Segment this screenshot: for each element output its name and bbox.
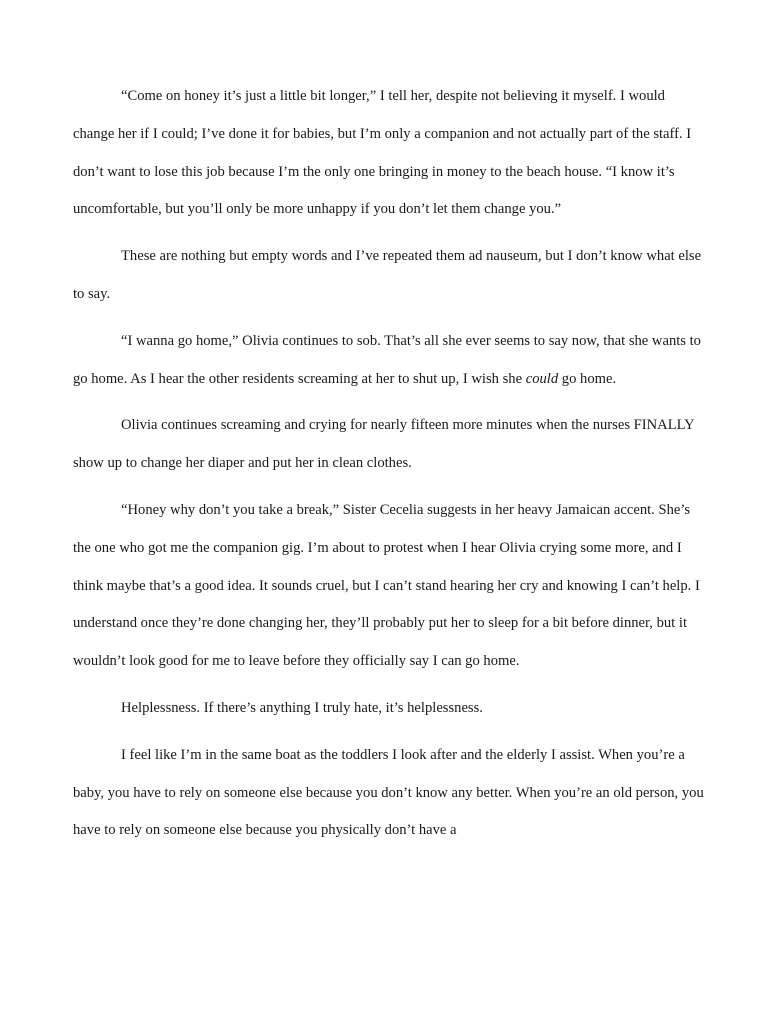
document-page [73,78,708,850]
paragraph-text: I feel like I’m in the same boat as the toddlers I look after and the elderly I assist. When you’re a baby, you have to rely on someone else because you don’t know any better. When you’re an old person, you have to rely on someone else because you physically don’t have a [73,746,704,839]
paragraph-text: Olivia continues screaming and crying for nearly fifteen more minutes when the nurses FINALLY show up to change her diaper and put her in clean clothes. [73,417,695,472]
paragraph-2 [73,238,708,314]
paragraph-text: “Come on honey it’s just a little bit longer,” I tell her, despite not believing it myself. I would change her if I could; I’ve done it for babies, but I’m only a companion and not actually part of the staff. I don’t want to lose this job because I’m the only one bringing in money to the beach house. “I know it’s uncomfortable, but you’ll only be more unhappy if you don’t let them change you.” [73,88,692,218]
paragraph-6 [73,690,708,728]
paragraph-text: “Honey why don’t you take a break,” Sister Cecelia suggests in her heavy Jamaican accent. She’s the one who got me the companion gig. I’m about to protest when I hear Olivia crying some more, and I think maybe that’s a good idea. It sounds cruel, but I can’t stand hearing her cry and knowing I can’t help. I understand once they’re done changing her, they’ll probably put her to sleep for a bit before dinner, but it wouldn’t look good for me to leave before they officially say I can go home. [73,501,700,670]
paragraph-4 [73,407,708,483]
paragraph-5 [73,492,708,681]
paragraph-3 [73,323,708,399]
paragraph-1 [73,78,708,229]
paragraph-text: go home. [558,370,617,387]
paragraph-text: These are nothing but empty words and I’ve repeated them ad nauseum, but I don’t know what else to say. [73,248,702,302]
paragraph-text: “I wanna go home,” Olivia continues to sob. That’s all she ever seems to say now, that she wants to go home. As I hear the other residents screaming at her to shut up, I wish she [73,332,701,387]
paragraph-7 [73,737,708,850]
paragraph-text: Helplessness. If there’s anything I truly hate, it’s helplessness. [121,699,483,716]
italic-emphasis: could [525,370,559,387]
